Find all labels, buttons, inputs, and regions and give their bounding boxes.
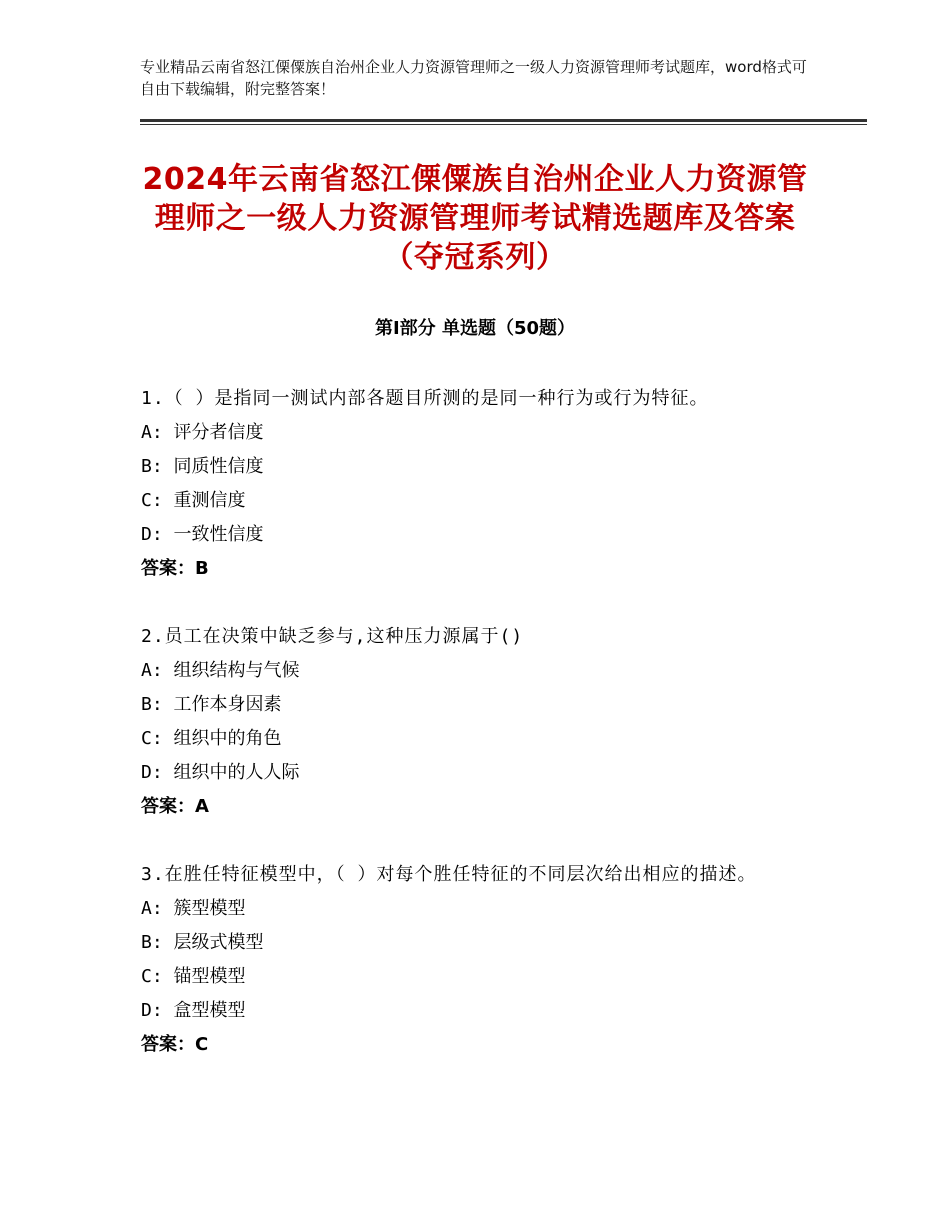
option-d: D: 组织中的人人际 [141, 762, 300, 783]
option-b: B: 工作本身因素 [141, 694, 282, 715]
header-rule-thick [140, 119, 867, 122]
option-a: A: 评分者信度 [141, 422, 264, 443]
section-heading: 第Ⅰ部分 单选题（50题） [374, 318, 575, 339]
option-c: C: 锚型模型 [141, 966, 246, 987]
question-stem: 3.在胜任特征模型中，（ ）对每个胜任特征的不同层次给出相应的描述。 [141, 864, 757, 885]
question-list [141, 382, 811, 1096]
question-2 [141, 620, 811, 824]
option-a: A: 簇型模型 [141, 898, 246, 919]
option-b: B: 层级式模型 [141, 932, 264, 953]
question-1 [141, 382, 811, 586]
header-rule-thin [140, 124, 867, 125]
answer-line: 答案：B [141, 558, 209, 579]
option-d: D: 盒型模型 [141, 1000, 246, 1021]
document-title: 2024年云南省怒江傈僳族自治州企业人力资源管理师之一级人力资源管理师考试精选题库及答案（夺冠系列） [142, 162, 808, 275]
option-a: A: 组织结构与气候 [141, 660, 300, 681]
header-note: 专业精品云南省怒江傈僳族自治州企业人力资源管理师之一级人力资源管理师考试题库，word格式可自由下载编辑，附完整答案！ [140, 58, 807, 98]
answer-line: 答案：A [141, 796, 209, 817]
option-c: C: 重测信度 [141, 490, 246, 511]
answer-line: 答案：C [141, 1034, 209, 1055]
option-c: C: 组织中的角色 [141, 728, 282, 749]
question-stem: 1.（ ）是指同一测试内部各题目所测的是同一种行为或行为特征。 [141, 388, 709, 409]
question-stem: 2.员工在决策中缺乏参与,这种压力源属于() [141, 626, 524, 647]
option-b: B: 同质性信度 [141, 456, 264, 477]
option-d: D: 一致性信度 [141, 524, 264, 545]
question-3 [141, 858, 811, 1062]
